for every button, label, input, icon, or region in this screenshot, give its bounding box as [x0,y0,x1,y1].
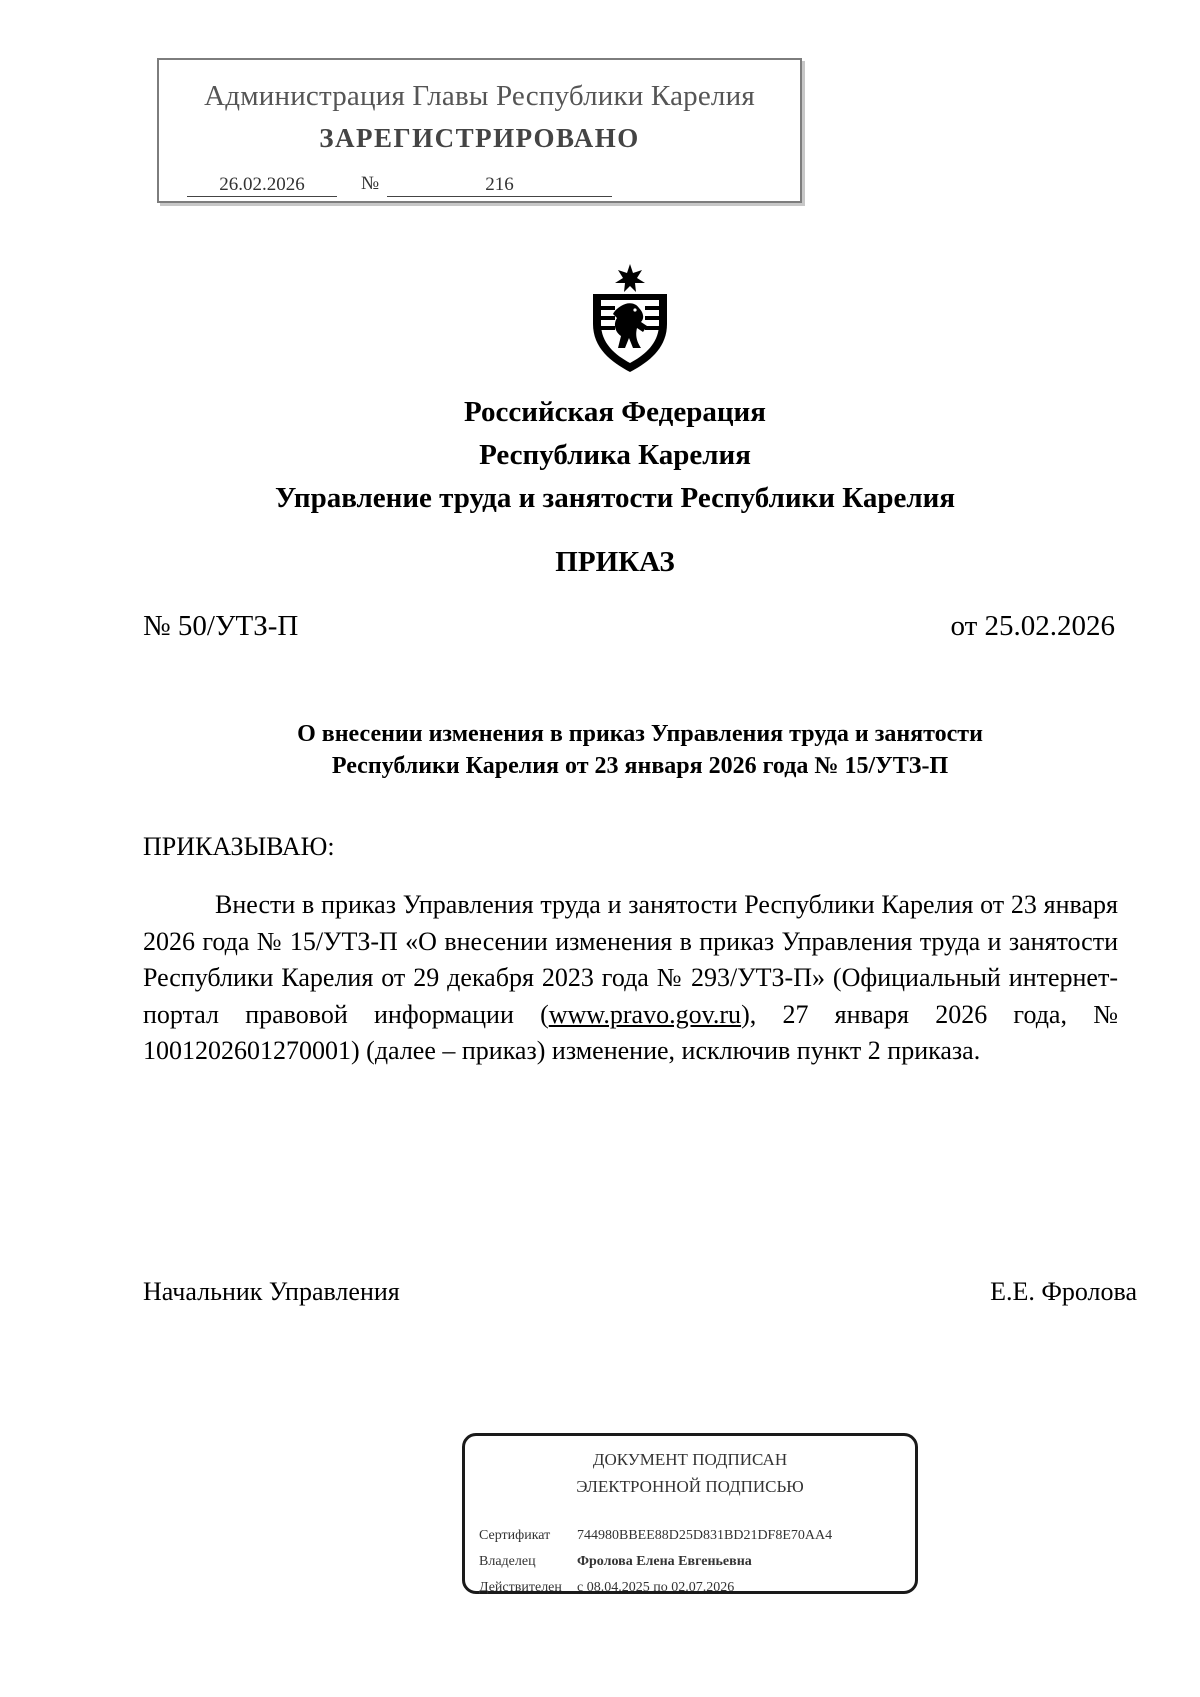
order-subject [200,718,1080,782]
order-body-paragraph [143,887,1118,1070]
esig-validity-label: Действителен [479,1580,562,1595]
body-text-part-1: Внести в приказ Управления труда и занятости Республики Карелия от 23 января 2026 года № 15/УТЗ-П «О внесении изменения в приказ Управления труда и занятости Республики Карелия от 29 декабря 2023 года № 293/УТЗ-П» (Официальный интернет-портал правовой информации ( [143,890,1118,1029]
document-type-title: ПРИКАЗ [555,546,675,578]
stamp-status: ЗАРЕГИСТРИРОВАНО [319,123,640,153]
esig-certificate-label: Сертификат [479,1528,551,1543]
electronic-signature-stamp [462,1433,918,1594]
decree-word: ПРИКАЗЫВАЮ: [143,832,335,861]
signatory-position: Начальник Управления [143,1277,400,1306]
subject-line-2: Республики Карелия от 23 января 2026 года № 15/УТЗ-П [331,753,949,779]
stamp-date: 26.02.2026 [187,174,337,197]
pravo-portal-link[interactable]: www.pravo.gov.ru [548,999,742,1029]
stamp-number-sign: № [361,173,380,194]
karelia-coat-of-arms-icon [585,262,675,374]
header-country: Российская Федерация [464,396,766,428]
esig-owner-row [479,1554,752,1570]
order-date: от 25.02.2026 [950,610,1115,642]
esig-owner-label: Владелец [479,1554,536,1569]
header-republic: Республика Карелия [479,439,751,471]
esig-owner-value: Фролова Елена Евгеньевна [577,1554,752,1569]
subject-line-1: О внесении изменения в приказ Управления труда и занятости [297,721,983,747]
stamp-organization: Администрация Главы Республики Карелия [204,80,755,112]
esig-validity-value: с 08.04.2025 по 02.07.2026 [577,1580,735,1595]
stamp-number: 216 [387,174,612,197]
esig-validity-row [479,1580,734,1596]
body-text-part-2: ), 27 января 2026 года, № 1001202601270001) (далее – приказ) изменение, исключив пункт 2 приказа. [143,999,1119,1065]
registration-stamp [157,58,802,203]
esig-title-2: ЭЛЕКТРОННОЙ ПОДПИСЬЮ [576,1477,804,1496]
esig-certificate-row [479,1528,832,1544]
esig-title-1: ДОКУМЕНТ ПОДПИСАН [592,1450,788,1469]
order-number: № 50/УТЗ-П [143,610,299,642]
signatory-name: Е.Е. Фролова [990,1277,1137,1306]
header-department: Управление труда и занятости Республики Карелия [274,482,956,514]
esig-certificate-value: 744980BBEE88D25D831BD21DF8E70AA4 [577,1528,833,1543]
